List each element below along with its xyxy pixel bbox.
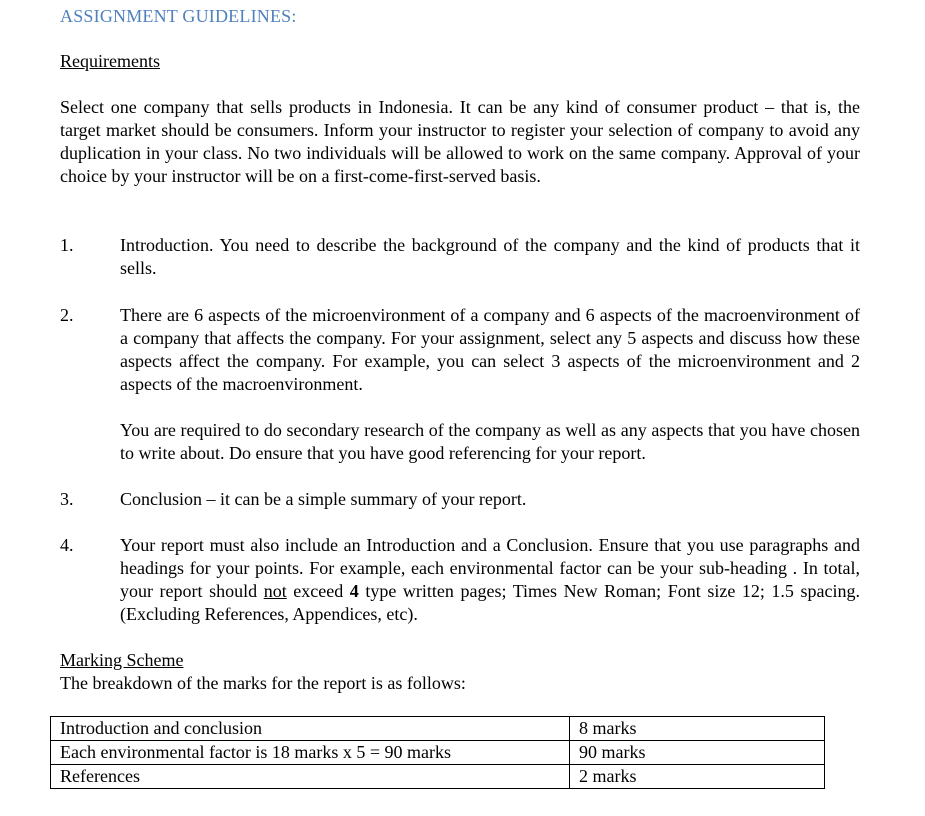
marks-table [50, 716, 825, 789]
table-row [51, 717, 825, 741]
item-text-4 [120, 534, 860, 626]
table-cell-marks: 90 marks [570, 741, 825, 765]
item-text-2: There are 6 aspects of the microenvironment of a company and 6 aspects of the macroenvironment of a company that affects the company. For your assignment, select any 5 aspects and discuss how these aspects affect the company. For example, you can select 3 aspects of the microenvironment and 2 aspects of the macroenvironment. [120, 305, 860, 394]
item-number-4: 4. [60, 535, 74, 555]
page-title: ASSIGNMENT GUIDELINES: [60, 6, 297, 26]
table-cell-marks: 8 marks [570, 717, 825, 741]
table-row [51, 741, 825, 765]
intro-paragraph: Select one company that sells products in Indonesia. It can be any kind of consumer product – that is, the target market should be consumers. Inform your instructor to register your selection of company to avoid any duplication in your class. No two individuals will be allowed to work on the same company. Approval of your choice by your instructor will be on a first-come-first-served basis. [60, 97, 860, 186]
item-text-4-part-b: exceed [286, 581, 350, 601]
item-text-4-not: not [263, 581, 287, 601]
item-text-3: Conclusion – it can be a simple summary of your report. [120, 489, 527, 509]
table-cell-marks: 2 marks [570, 765, 825, 789]
table-cell-component: Each environmental factor is 18 marks x 5 = 90 marks [51, 741, 570, 765]
item-number-1: 1. [60, 235, 74, 255]
table-cell-component: Introduction and conclusion [51, 717, 570, 741]
marking-scheme-heading: Marking Scheme [60, 650, 184, 670]
item-number-3: 3. [60, 489, 74, 509]
item-number-2: 2. [60, 305, 74, 325]
item-text-1: Introduction. You need to describe the background of the company and the kind of products that it sells. [120, 235, 860, 278]
table-cell-component: References [51, 765, 570, 789]
marking-intro: The breakdown of the marks for the report is as follows: [60, 673, 466, 693]
item-text-4-part-c: type written pages; Times New Roman; Font size 12; 1.5 spacing. (Excluding References, Appendices, etc). [120, 581, 860, 624]
requirements-heading: Requirements [60, 51, 160, 71]
item-text-4-page-count: 4 [349, 581, 359, 601]
table-row [51, 765, 825, 789]
item-text-4-part-a: Your report must also include an Introduction and a Conclusion. Ensure that you use paragraphs and headings for your points. For example, each environmental factor can be your sub-heading . In total, your report should [120, 535, 860, 601]
item-text-2-extra: You are required to do secondary research of the company as well as any aspects that you have chosen to write about. Do ensure that you have good referencing for your report. [120, 420, 860, 463]
